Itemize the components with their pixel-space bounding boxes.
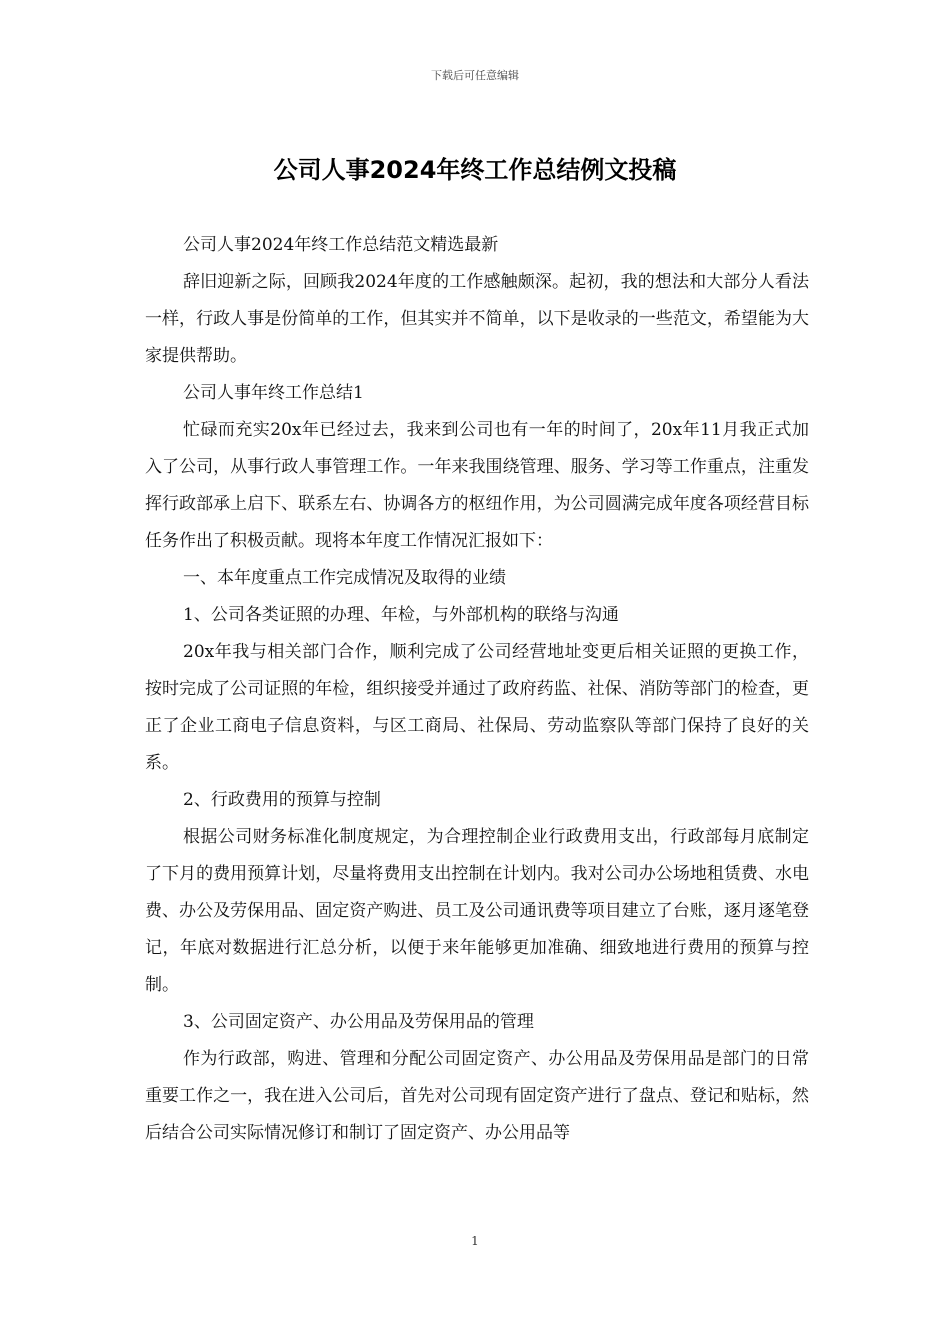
document-body <box>145 227 809 1152</box>
paragraph: 20x年我与相关部门合作，顺利完成了公司经营地址变更后相关证照的更换工作，按时完成了公司证照的年检，组织接受并通过了政府药监、社保、消防等部门的检查，更正了企业工商电子信息资料，与区工商局、社保局、劳动监察队等部门保持了良好的关系。 <box>145 642 809 773</box>
paragraph: 忙碌而充实20x年已经过去，我来到公司也有一年的时间了，20x年11月我正式加入了公司，从事行政人事管理工作。一年来我围绕管理、服务、学习等工作重点，注重发挥行政部承上启下、联系左右、协调各方的枢纽作用，为公司圆满完成年度各项经营目标任务作出了积极贡献。现将本年度工作情况汇报如下： <box>145 420 809 551</box>
subsection-heading: 3、公司固定资产、办公用品及劳保用品的管理 <box>183 1012 534 1032</box>
paragraph: 作为行政部，购进、管理和分配公司固定资产、办公用品及劳保用品是部门的日常重要工作之一，我在进入公司后，首先对公司现有固定资产进行了盘点、登记和贴标，然后结合公司实际情况修订和制订了固定资产、办公用品等 <box>145 1049 809 1143</box>
page-number: 1 <box>471 1234 479 1248</box>
header-note: 下载后可任意编辑 <box>431 69 519 82</box>
paragraph: 公司人事2024年终工作总结范文精选最新 <box>183 235 499 255</box>
paragraph: 根据公司财务标准化制度规定，为合理控制企业行政费用支出，行政部每月底制定了下月的费用预算计划，尽量将费用支出控制在计划内。我对公司办公场地租赁费、水电费、办公及劳保用品、固定资产购进、员工及公司通讯费等项目建立了台账，逐月逐笔登记，年底对数据进行汇总分析，以便于来年能够更加准确、细致地进行费用的预算与控制。 <box>145 827 809 995</box>
section-heading: 一、本年度重点工作完成情况及取得的业绩 <box>183 568 506 588</box>
subsection-heading: 2、行政费用的预算与控制 <box>183 790 381 810</box>
document-title: 公司人事2024年终工作总结例文投稿 <box>273 156 677 184</box>
paragraph: 公司人事年终工作总结1 <box>183 383 364 403</box>
paragraph: 辞旧迎新之际，回顾我2024年度的工作感触颇深。起初，我的想法和大部分人看法一样，行政人事是份简单的工作，但其实并不简单，以下是收录的一些范文，希望能为大家提供帮助。 <box>145 272 809 366</box>
subsection-heading: 1、公司各类证照的办理、年检，与外部机构的联络与沟通 <box>183 605 619 625</box>
